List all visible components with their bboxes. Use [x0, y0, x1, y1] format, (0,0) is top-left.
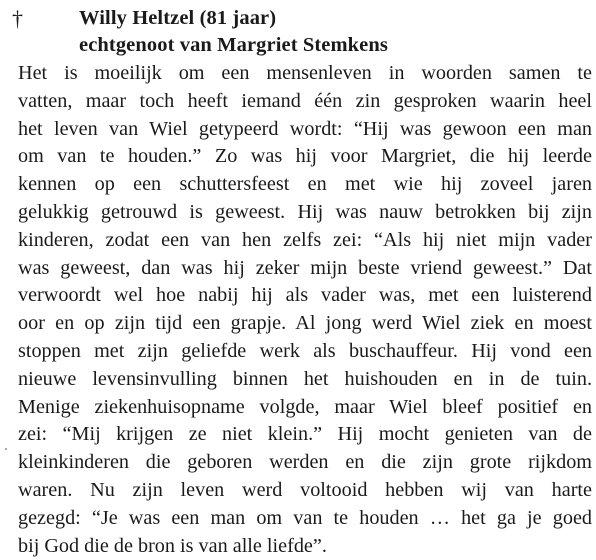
body-line: kinderen, zodat een van hen zelfs zei: “Als hij niet mijn vader	[18, 228, 592, 251]
obituary-header	[79, 5, 388, 59]
body-line: waren. Nu zijn leven werd voltooid hebben wij van harte	[18, 478, 592, 501]
body-line: om van te houden.” Zo was hij voor Margriet, die hij leerde	[18, 145, 592, 168]
body-line: verwoordt wel hoe nabij hij als vader was, met een luisterend	[18, 284, 592, 307]
obituary-body	[18, 60, 592, 560]
body-line: vatten, maar toch heeft iemand één zin gesproken waarin heel	[18, 89, 592, 112]
body-line: kennen op een schuttersfeest en met wie hij zoveel jaren	[18, 173, 592, 196]
spouse-line: echtgenoot van Margriet Stemkens	[79, 34, 388, 56]
cross-icon: †	[12, 6, 23, 31]
body-line: nieuwe levensinvulling binnen het huishouden en in de tuin.	[18, 367, 592, 390]
body-line: was geweest, dan was hij zeker mijn beste vriend geweest.” Dat	[18, 256, 592, 279]
scan-speck	[5, 448, 7, 450]
body-line: oor en op zijn tijd een grapje. Al jong werd Wiel ziek en moest	[18, 312, 592, 335]
deceased-name-line: Willy Heltzel (81 jaar)	[79, 7, 277, 29]
body-line: bij God die de bron is van alle liefde”.	[18, 534, 327, 557]
body-line: Menige ziekenhuisopname volgde, maar Wiel bleef positief en	[18, 395, 592, 418]
body-line: het leven van Wiel getypeerd wordt: “Hij was gewoon een man	[18, 117, 592, 140]
body-line: zei: “Mij krijgen ze niet klein.” Hij mocht genieten van de	[18, 423, 592, 446]
body-line: gezegd: “Je was een man om van te houden … het ga je goed	[18, 506, 592, 529]
body-line: Het is moeilijk om een mensenleven in woorden samen te	[18, 62, 592, 84]
body-line: kleinkinderen die geboren werden en die zijn grote rijkdom	[18, 451, 592, 474]
body-line: gelukkig getrouwd is geweest. Hij was nauw betrokken bij zijn	[18, 200, 592, 223]
body-line: stoppen met zijn geliefde werk als buschauffeur. Hij vond een	[18, 339, 592, 362]
